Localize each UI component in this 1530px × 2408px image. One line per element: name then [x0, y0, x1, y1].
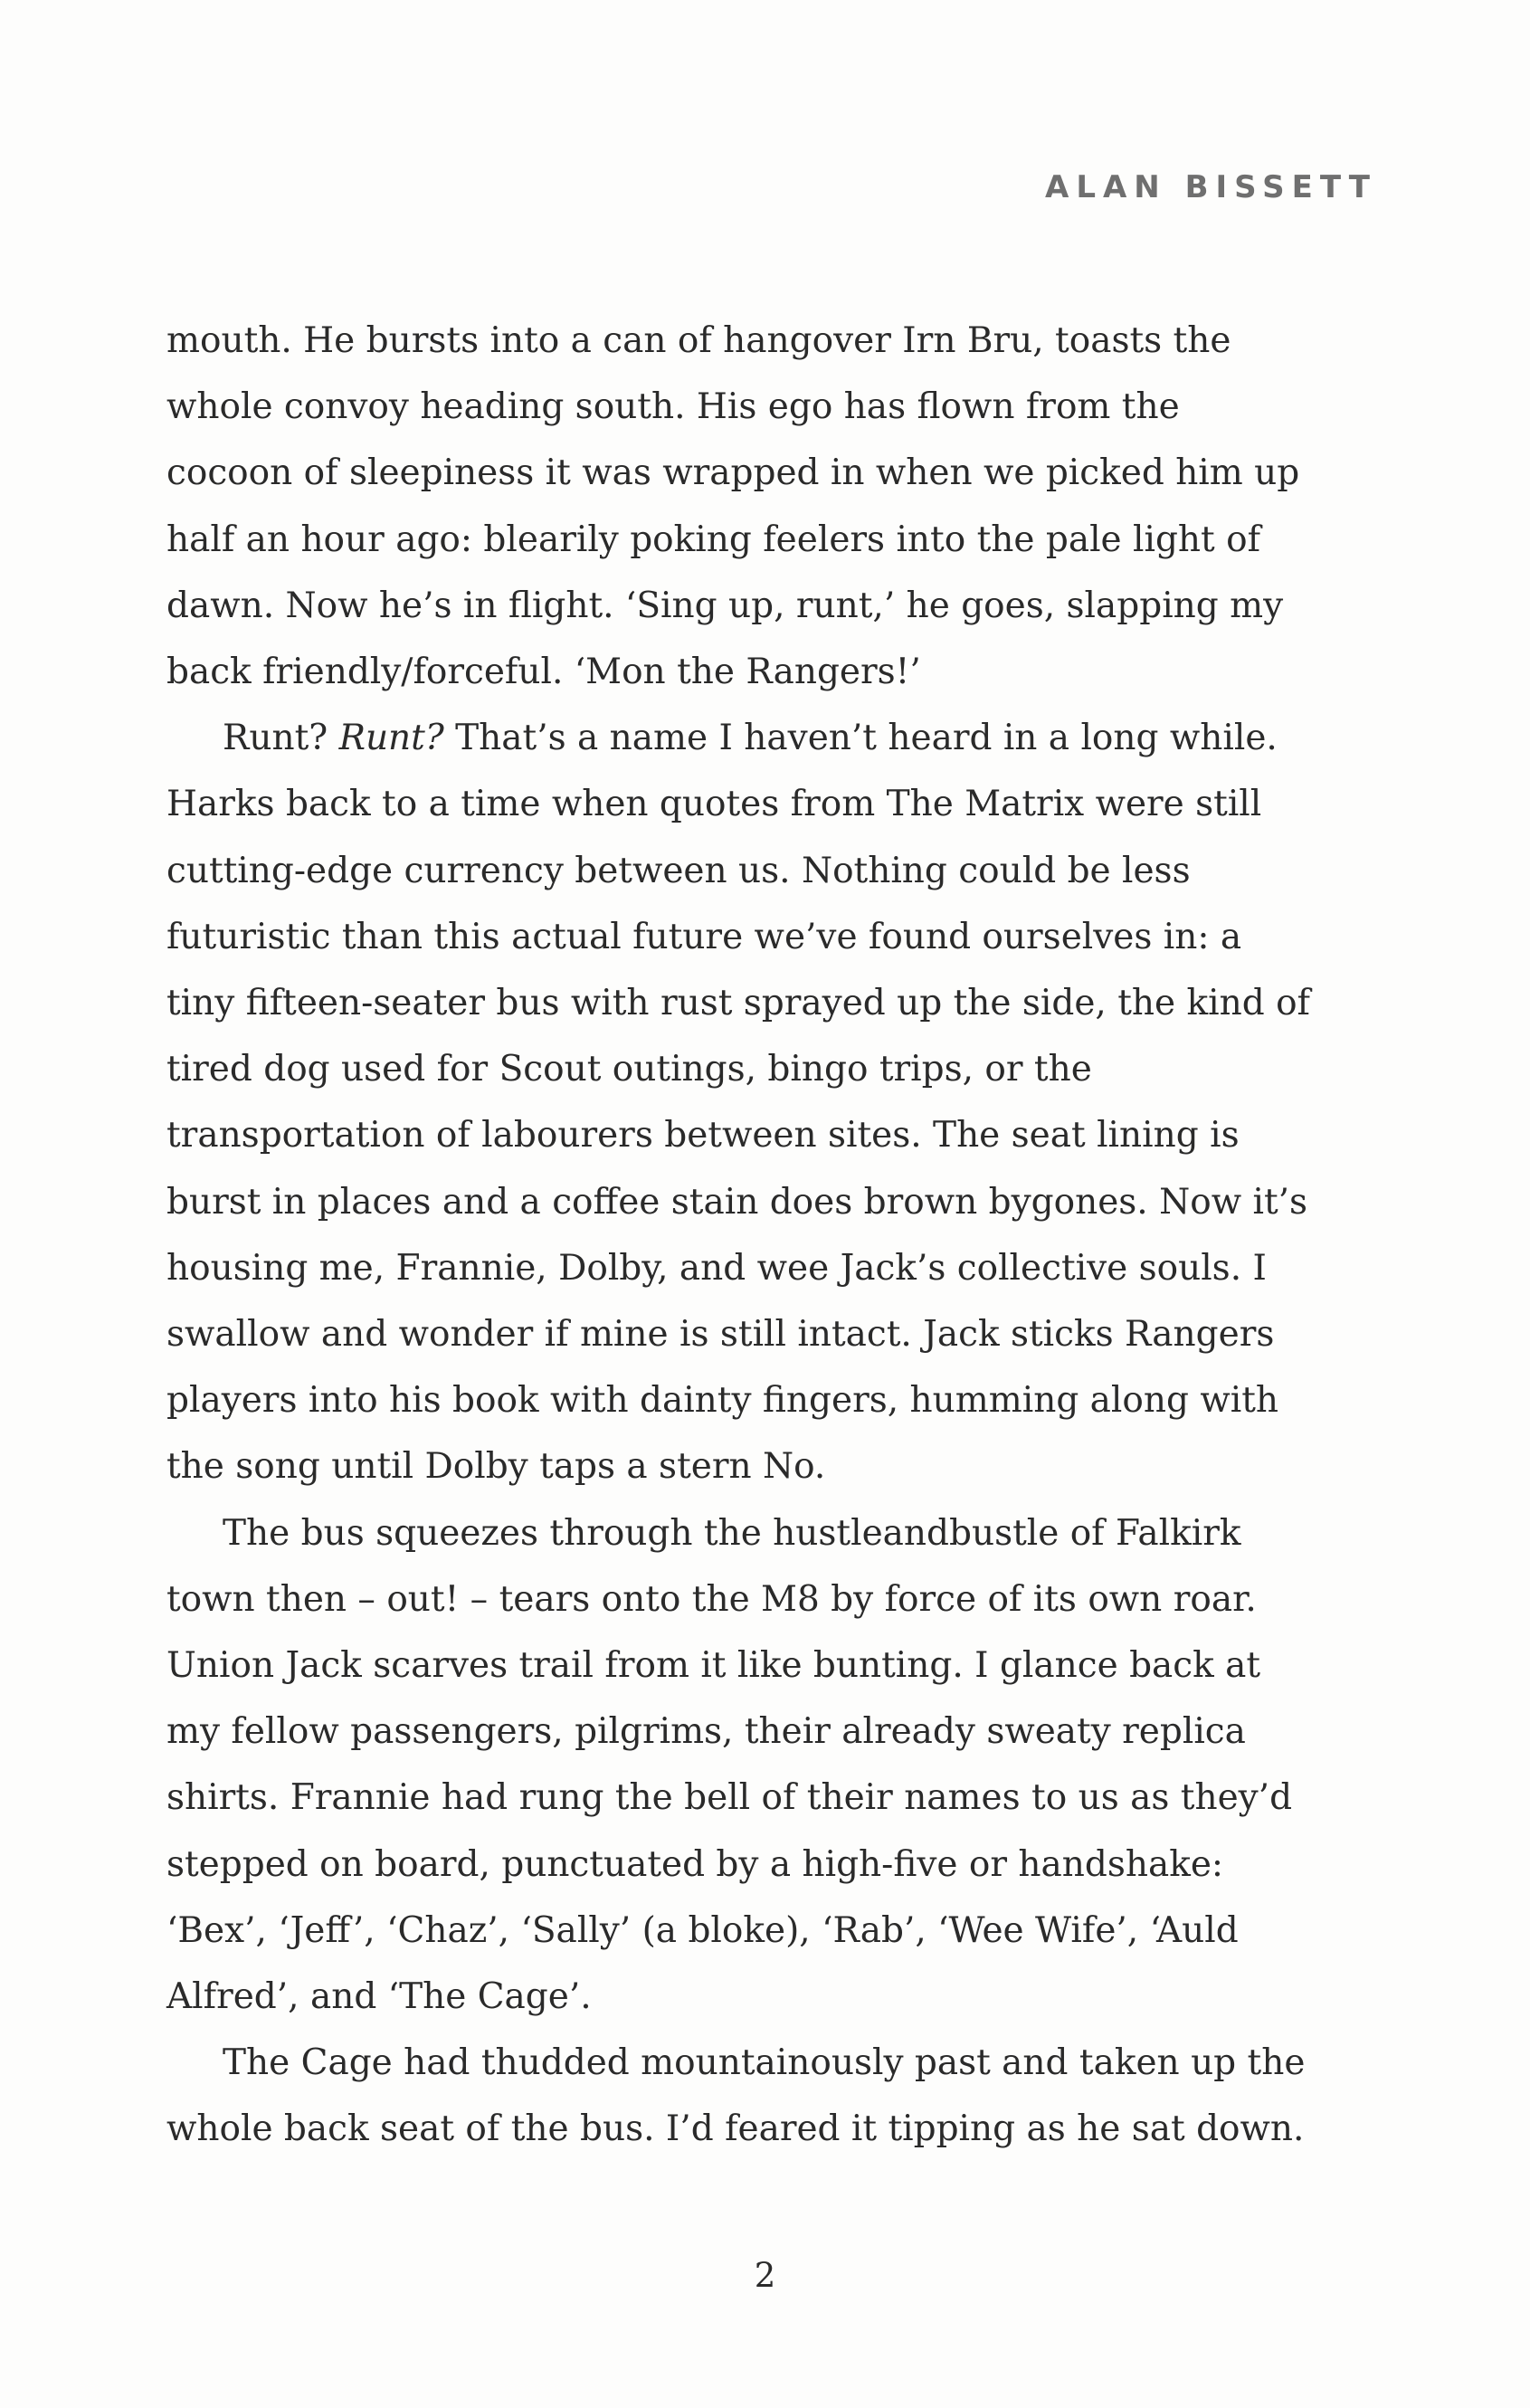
text-line: ‘Bex’, ‘Jeff’, ‘Chaz’, ‘Sally’ (a bloke), ‘Rab’, ‘Wee Wife’, ‘Auld — [166, 1909, 1239, 1951]
text-line: Harks back to a time when quotes from The Matrix were still — [166, 784, 1262, 825]
text-line: tiny fifteen-seater bus with rust sprayed up the side, the kind of — [166, 983, 1310, 1024]
text-line: Alfred’, and ‘The Cage’. — [166, 1976, 592, 2018]
paragraph-1 — [166, 308, 1379, 705]
text-line: stepped on board, punctuated by a high-five or handshake: — [166, 1843, 1224, 1885]
text-line-start: Runt? — [223, 718, 339, 759]
text-line: my fellow passengers, pilgrims, their already sweaty replica — [166, 1711, 1246, 1753]
text-line: swallow and wonder if mine is still intact. Jack sticks Rangers — [166, 1314, 1275, 1356]
text-line: Union Jack scarves trail from it like bunting. I glance back at — [166, 1645, 1261, 1687]
text-line: tired dog used for Scout outings, bingo trips, or the — [166, 1049, 1092, 1090]
paragraph-4 — [166, 2030, 1379, 2162]
text-line: cutting-edge currency between us. Nothing could be less — [166, 850, 1191, 891]
text-line: back friendly/forceful. ‘Mon the Rangers!’ — [166, 652, 921, 693]
text-line: dawn. Now he’s in flight. ‘Sing up, runt,’ he goes, slapping my — [166, 585, 1284, 626]
text-line: whole back seat of the bus. I’d feared it tipping as he sat down. — [166, 2108, 1305, 2150]
text-line: burst in places and a coffee stain does brown bygones. Now it’s — [166, 1181, 1308, 1223]
text-line-end: That’s a name I haven’t heard in a long while. — [443, 718, 1278, 759]
text-line: players into his book with dainty fingers, humming along with — [166, 1380, 1279, 1422]
text-line: town then – out! – tears onto the M8 by force of its own roar. — [166, 1578, 1257, 1620]
text-line: housing me, Frannie, Dolby, and wee Jack’s collective souls. I — [166, 1247, 1267, 1289]
text-line: cocoon of sleepiness it was wrapped in when we picked him up — [166, 452, 1300, 494]
body-text — [166, 308, 1379, 2163]
text-line: half an hour ago: blearily poking feelers into the pale light of — [166, 519, 1261, 560]
running-head-author: ALAN BISSETT — [1045, 169, 1377, 205]
text-line: shirts. Frannie had rung the bell of their names to us as they’d — [166, 1777, 1293, 1819]
text-line: transportation of labourers between sites. The seat lining is — [166, 1115, 1240, 1156]
text-line: whole convoy heading south. His ego has flown from the — [166, 386, 1180, 428]
paragraph-3 — [166, 1500, 1379, 2031]
text-line: futuristic than this actual future we’ve found ourselves in: a — [166, 916, 1242, 957]
text-line: mouth. He bursts into a can of hangover Irn Bru, toasts the — [166, 320, 1231, 361]
text-line: The bus squeezes through the hustleandbustle of Falkirk — [223, 1512, 1241, 1554]
page-number: 2 — [754, 2256, 776, 2295]
text-line: the song until Dolby taps a stern No. — [166, 1446, 826, 1488]
italic-word: Runt? — [338, 718, 444, 759]
paragraph-2 — [166, 705, 1379, 1499]
text-line: The Cage had thudded mountainously past and taken up the — [223, 2042, 1306, 2084]
